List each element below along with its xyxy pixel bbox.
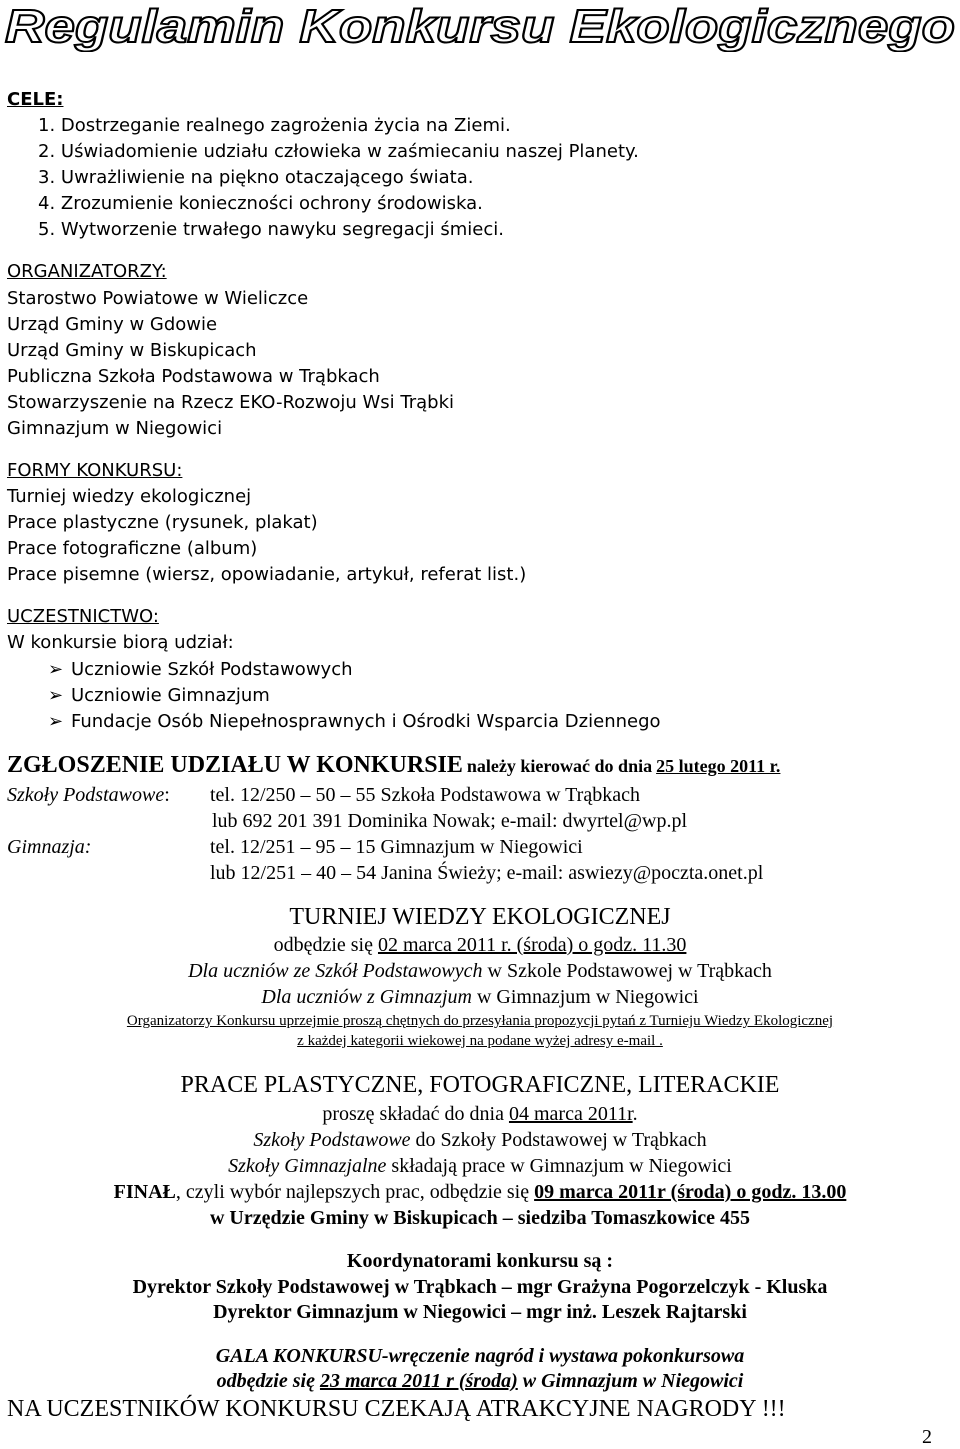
forma-2: Prace plastyczne (rysunek, plakat) xyxy=(7,512,318,533)
arrowhead-bullet-icon: ➢ xyxy=(48,711,64,732)
prace-gim: Szkoły Gimnazjalne składają prace w Gimnazjum w Niegowici xyxy=(228,1155,732,1177)
forma-3: Prace fotograficzne (album) xyxy=(7,538,258,559)
uczestnictwo-bullet-3: ➢ Fundacje Osób Niepełnosprawnych i Ośrodki Wsparcia Dziennego xyxy=(48,711,661,732)
zgloszenie-sp-line2: lub 692 201 391 Dominika Nowak; e-mail: dwyrtel@wp.pl xyxy=(212,810,688,832)
uczestnictwo-bullet-2: ➢ Uczniowie Gimnazjum xyxy=(48,685,270,706)
prace-final-date: 09 marca 2011r (środa) o godz. 13.00 xyxy=(534,1181,847,1203)
turniej-note-1: Organizatorzy Konkursu uprzejmie proszą chętnych do przesyłania propozycji pytań z Turnieju Wiedzy Ekologicznej xyxy=(126,1013,834,1029)
cele-item-4: 4. Zrozumienie konieczności ochrony środowiska. xyxy=(38,193,483,214)
arrowhead-bullet-icon: ➢ xyxy=(48,685,64,706)
gala-line-1: GALA KONKURSU-wręczenie nagród i wystawa pokonkursowa xyxy=(215,1345,745,1367)
page-title-text: Regulamin Konkursu Ekologicznego xyxy=(5,0,955,52)
page-title-graphic xyxy=(0,0,960,52)
prace-final: FINAŁ, czyli wybór najlepszych prac, odbędzie się 09 marca 2011r (środa) o godz. 13.00 xyxy=(113,1181,847,1203)
cele-item-3: 3. Uwrażliwienie na piękno otaczającego świata. xyxy=(38,167,474,188)
cele-item-2: 2. Uświadomienie udziału człowieka w zaśmiecaniu naszej Planety. xyxy=(38,141,639,162)
cele-item-1: 1. Dostrzeganie realnego zagrożenia życia na Ziemi. xyxy=(38,115,511,136)
zgloszenie-gim-label: Gimnazja: xyxy=(7,836,92,858)
cele-item-5: 5. Wytworzenie trwałego nawyku segregacji śmieci. xyxy=(38,219,504,240)
zgloszenie-gim-line2: lub 12/251 – 40 – 54 Janina Świeży; e-mail: aswiezy@poczta.onet.pl xyxy=(210,862,764,884)
turniej-sp: Dla uczniów ze Szkół Podstawowych w Szkole Podstawowej w Trąbkach xyxy=(188,960,772,982)
prace-submit-date: 04 marca 2011r xyxy=(508,1103,633,1125)
zgloszenie-deadline-date: 25 lutego 2011 r. xyxy=(656,756,781,776)
prace-heading: PRACE PLASTYCZNE, FOTOGRAFICZNE, LITERACKIE xyxy=(180,1072,780,1098)
organizatorzy-header: ORGANIZATORZY: xyxy=(7,261,167,282)
organizator-1: Starostwo Powiatowe w Wieliczce xyxy=(7,288,309,309)
organizator-2: Urząd Gminy w Gdowie xyxy=(7,314,218,335)
zgloszenie-line xyxy=(7,752,780,779)
gala-line-2: odbędzie się 23 marca 2011 r (środa) w Gimnazjum w Niegowici xyxy=(216,1370,744,1392)
page-title xyxy=(0,0,960,52)
uczestnictwo-bullet-1: ➢ Uczniowie Szkół Podstawowych xyxy=(48,659,353,680)
forma-1: Turniej wiedzy ekologicznej xyxy=(7,486,252,507)
uczestnictwo-header: UCZESTNICTWO: xyxy=(7,606,159,627)
zgloszenie-sp-label: Szkoły Podstawowe: xyxy=(7,784,170,806)
organizator-6: Gimnazjum w Niegowici xyxy=(7,418,223,439)
prace-final-place: w Urzędzie Gminy w Biskupicach – siedziba Tomaszkowice 455 xyxy=(209,1207,750,1229)
page-number: 2 xyxy=(922,1426,932,1448)
zgloszenie-gim-line1: tel. 12/251 – 95 – 15 Gimnazjum w Niegowici xyxy=(210,836,583,858)
arrowhead-bullet-icon: ➢ xyxy=(48,659,64,680)
gala-date: 23 marca 2011 r (środa) xyxy=(319,1370,518,1392)
turniej-gim: Dla uczniów z Gimnazjum w Gimnazjum w Niegowici xyxy=(261,986,699,1008)
zgloszenie-deadline-prefix: należy kierować do dnia xyxy=(466,756,653,776)
prace-sp: Szkoły Podstawowe do Szkoły Podstawowej w Trąbkach xyxy=(253,1129,707,1151)
uczestnictwo-intro: W konkursie biorą udział: xyxy=(7,632,234,653)
zgloszenie-heading: ZGŁOSZENIE UDZIAŁU W KONKURSIE xyxy=(7,752,463,778)
prace-submit: proszę składać do dnia 04 marca 2011r. xyxy=(322,1103,638,1125)
koordynatorzy-heading: Koordynatorami konkursu są : xyxy=(346,1250,614,1272)
organizator-4: Publiczna Szkoła Podstawowa w Trąbkach xyxy=(7,366,380,387)
formy-header: FORMY KONKURSU: xyxy=(7,460,183,481)
turniej-date: 02 marca 2011 r. (środa) o godz. 11.30 xyxy=(377,934,687,956)
zgloszenie-sp-line1: tel. 12/250 – 50 – 55 Szkoła Podstawowa w Trąbkach xyxy=(210,784,640,806)
koordynator-2: Dyrektor Gimnazjum w Niegowici – mgr inż. Leszek Rajtarski xyxy=(213,1301,747,1323)
closing-line: NA UCZESTNIKÓW KONKURSU CZEKAJĄ ATRAKCYJNE NAGRODY !!! xyxy=(7,1396,786,1422)
organizator-3: Urząd Gminy w Biskupicach xyxy=(7,340,257,361)
turniej-note-2: z każdej kategorii wiekowej na podane wyżej adresy e-mail . xyxy=(297,1033,663,1049)
forma-4: Prace pisemne (wiersz, opowiadanie, artykuł, referat list.) xyxy=(7,564,527,585)
koordynator-1: Dyrektor Szkoły Podstawowej w Trąbkach – mgr Grażyna Pogorzelczyk - Kluska xyxy=(132,1276,828,1298)
turniej-when: odbędzie się 02 marca 2011 r. (środa) o godz. 11.30 xyxy=(273,934,687,956)
turniej-heading: TURNIEJ WIEDZY EKOLOGICZNEJ xyxy=(289,904,671,930)
cele-header: CELE: xyxy=(7,89,64,110)
organizator-5: Stowarzyszenie na Rzecz EKO-Rozwoju Wsi Trąbki xyxy=(7,392,455,413)
